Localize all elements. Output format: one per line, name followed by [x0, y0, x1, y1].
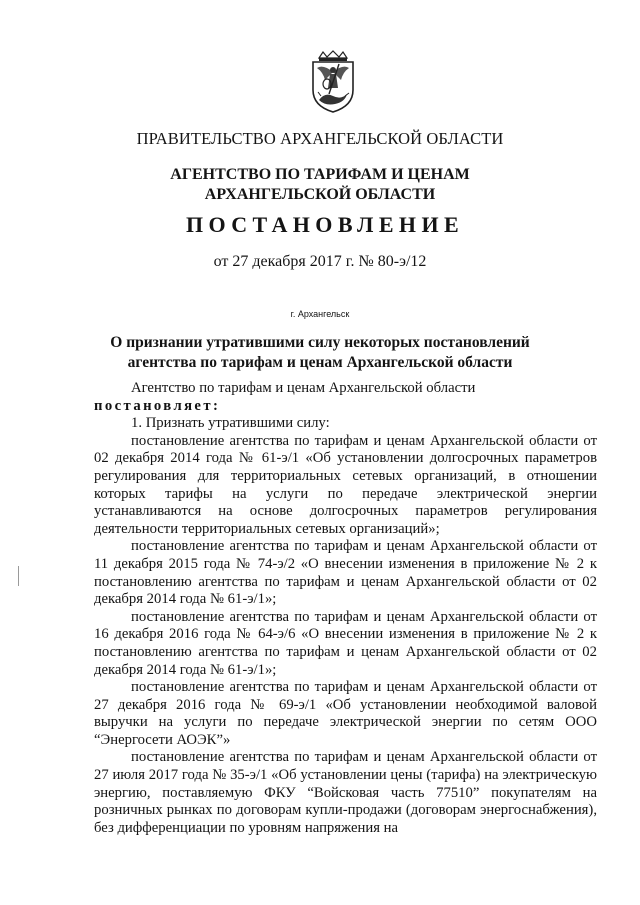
body-paragraph: постановление агентства по тарифам и ценам Архангельской области от 27 декабря 2016 года № 69-э/1 «Об установлении необходимой валовой выручки на услуги по передаче электрической энергии по сетям ООО “Энергосети АОЭК”» [94, 679, 597, 748]
margin-mark [18, 566, 19, 586]
body-paragraph: постановление агентства по тарифам и ценам Архангельской области от 11 декабря 2015 года № 74-э/2 «О внесении изменения в приложение № 2 к постановлению агентства по тарифам и ценам Архангельской области от 02 декабря 2014 года № 61-э/1»; [94, 538, 597, 608]
body-intro-verb: постановляет: [94, 397, 221, 414]
government-name: ПРАВИТЕЛЬСТВО АРХАНГЕЛЬСКОЙ ОБЛАСТИ [136, 129, 504, 148]
document-type: ПОСТАНОВЛЕНИЕ [185, 212, 465, 237]
body-paragraph: постановление агентства по тарифам и ценам Архангельской области от 27 июля 2017 года № 35-э/1 «Об установлении цены (тарифа) на электрическую энергию, поставляемую ФКУ “Войсковая часть 77510” покупателям на розничных рынках по договорам купли-продажи (договорам энергоснабжения), без дифференциации по уровням напряжения на [94, 749, 597, 836]
document-title [0, 333, 640, 373]
document-title-line2: агентства по тарифам и ценам Архангельской области [127, 354, 513, 371]
coat-of-arms-icon [305, 50, 361, 114]
agency-name-line1: АГЕНТСТВО ПО ТАРИФАМ И ЦЕНАМ [170, 166, 470, 183]
agency-name-line2: АРХАНГЕЛЬСКОЙ ОБЛАСТИ [204, 186, 436, 203]
body-intro-text: Агентство по тарифам и ценам Архангельской области [131, 380, 476, 396]
document-date-number: от 27 декабря 2017 г. № 80-э/12 [213, 253, 427, 270]
body-item-1: 1. Признать утратившими силу: [131, 415, 330, 432]
body-intro [94, 380, 597, 415]
body-paragraph: постановление агентства по тарифам и ценам Архангельской области от 16 декабря 2016 года № 64-э/6 «О внесении изменения в приложение № 2 к постановлению агентства по тарифам и ценам Архангельской области от 02 декабря 2014 года № 61-э/1»; [94, 608, 597, 678]
document-title-line1: О признании утратившими силу некоторых постановлений [110, 334, 530, 351]
agency-name [0, 165, 640, 205]
document-body [94, 380, 597, 837]
document-city: г. Архангельск [290, 309, 350, 319]
body-paragraph: постановление агентства по тарифам и ценам Архангельской области от 02 декабря 2014 года № 61-э/1 «Об установлении долгосрочных параметров регулирования для территориальных сетевых организаций, в отношении которых тарифы на услуги по передаче электрической энергии устанавливаются на основе долгосрочных параметров регулирования деятельности территориальных сетевых организаций»; [94, 432, 597, 537]
